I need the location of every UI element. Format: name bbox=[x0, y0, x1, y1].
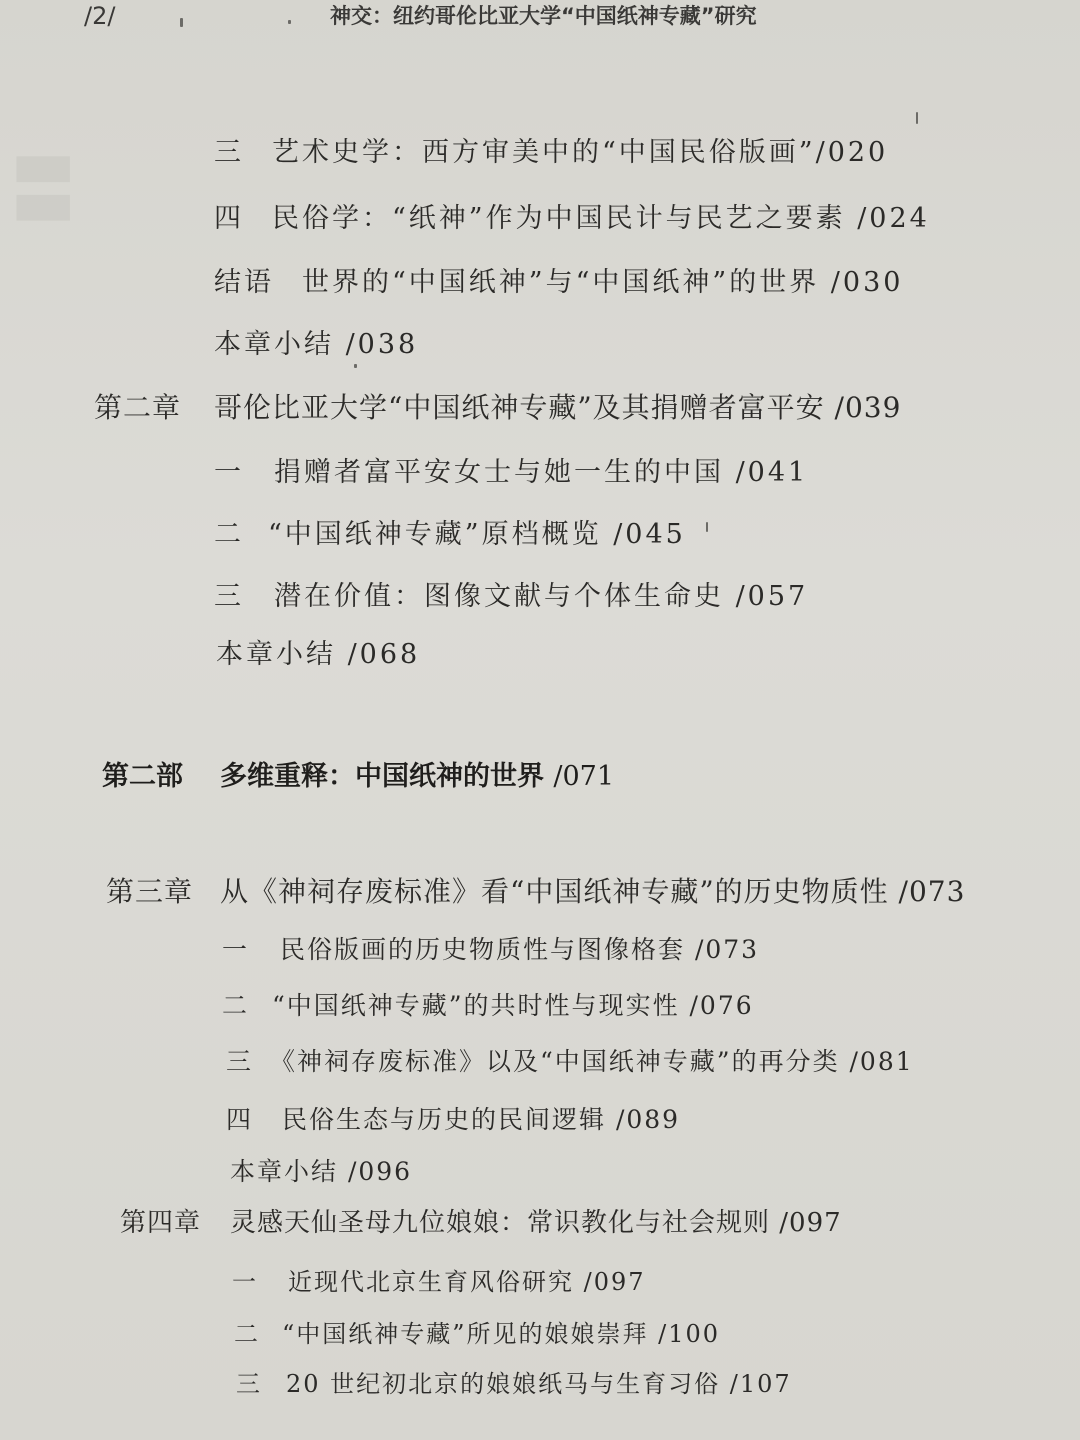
page-number: /2/ bbox=[84, 2, 116, 30]
toc-entry[interactable] bbox=[214, 574, 808, 613]
toc-entry-title: 民俗学：“纸神”作为中国民计与民艺之要素 /024 bbox=[272, 203, 930, 234]
ink-speck bbox=[180, 18, 183, 27]
toc-entry-title: 民俗版画的历史物质性与图像格套 /073 bbox=[280, 935, 760, 964]
toc-chapter-title: 从《神祠存废标准》看“中国纸神专藏”的历史物质性 /073 bbox=[220, 875, 966, 908]
toc-entry[interactable] bbox=[226, 1042, 914, 1078]
toc-chapter-label: 第三章 bbox=[106, 875, 194, 908]
toc-entry[interactable] bbox=[214, 450, 808, 489]
toc-entry[interactable] bbox=[230, 1152, 412, 1188]
toc-part-title: 多维重释：中国纸神的世界 bbox=[220, 761, 544, 792]
toc-entry-title: “中国纸神专藏”原档概览 /045 bbox=[268, 519, 686, 550]
ink-speck bbox=[916, 112, 918, 124]
show-through-mark: ▮▮ bbox=[9, 150, 86, 228]
toc-part-page: /071 bbox=[553, 761, 615, 792]
toc-entry-number: 三 bbox=[214, 137, 244, 168]
toc-entry[interactable] bbox=[236, 1364, 792, 1399]
toc-part-label: 第二部 bbox=[102, 761, 183, 792]
toc-entry[interactable] bbox=[214, 130, 888, 169]
toc-entry-title: 潜在价值：图像文献与个体生命史 /057 bbox=[274, 581, 809, 612]
toc-entry[interactable] bbox=[232, 1262, 646, 1297]
toc-entry[interactable] bbox=[214, 196, 930, 235]
toc-chapter-label: 第四章 bbox=[120, 1208, 202, 1238]
toc-chapter-label: 第二章 bbox=[94, 391, 182, 424]
toc-entry-title: 本章小结 /068 bbox=[216, 639, 421, 670]
toc-entry-title: “中国纸神专藏”所见的娘娘崇拜 /100 bbox=[282, 1320, 721, 1348]
toc-entry-number: 一 bbox=[232, 1268, 258, 1296]
toc-entry-title: 本章小结 /096 bbox=[230, 1157, 413, 1186]
toc-entry[interactable] bbox=[214, 512, 686, 551]
toc-entry[interactable] bbox=[216, 632, 420, 671]
toc-entry-number: 三 bbox=[226, 1047, 254, 1076]
toc-chapter-title: 哥伦比亚大学“中国纸神专藏”及其捐赠者富平安 /039 bbox=[214, 391, 902, 424]
ink-speck bbox=[706, 522, 708, 532]
toc-entry[interactable] bbox=[214, 260, 903, 299]
toc-entry-number: 二 bbox=[222, 991, 250, 1020]
toc-chapter[interactable] bbox=[94, 386, 901, 426]
toc-entry[interactable] bbox=[214, 322, 418, 361]
toc-entry-title: 近现代北京生育风俗研究 /097 bbox=[288, 1268, 646, 1296]
running-title: 神交：纽约哥伦比亚大学“中国纸神专藏”研究 bbox=[330, 4, 757, 28]
toc-entry-number: 四 bbox=[226, 1105, 254, 1134]
toc-entry-title: 捐赠者富平安女士与她一生的中国 /041 bbox=[274, 457, 809, 488]
toc-entry-title: 20 世纪初北京的娘娘纸马与生育习俗 /107 bbox=[286, 1370, 792, 1398]
toc-entry[interactable] bbox=[222, 930, 759, 966]
toc-part[interactable] bbox=[102, 754, 614, 793]
toc-entry[interactable] bbox=[234, 1314, 720, 1349]
ink-speck bbox=[354, 364, 357, 368]
toc-entry-number: 四 bbox=[214, 203, 244, 234]
toc-entry-number: 三 bbox=[214, 581, 244, 612]
toc-entry[interactable] bbox=[222, 986, 754, 1022]
toc-entry-title: 民俗生态与历史的民间逻辑 /089 bbox=[282, 1105, 681, 1134]
toc-chapter[interactable] bbox=[106, 870, 965, 910]
toc-entry-number: 三 bbox=[236, 1370, 262, 1398]
toc-chapter[interactable] bbox=[120, 1202, 842, 1239]
toc-entry-title: 艺术史学：西方审美中的“中国民俗版画”/020 bbox=[272, 137, 889, 168]
toc-entry-number: 二 bbox=[214, 519, 244, 550]
toc-entry-number: 二 bbox=[234, 1320, 260, 1348]
toc-entry-title: “中国纸神专藏”的共时性与现实性 /076 bbox=[272, 991, 754, 1020]
ink-speck bbox=[288, 20, 291, 24]
toc-entry-title: 《神祠存废标准》以及“中国纸神专藏”的再分类 /081 bbox=[270, 1047, 914, 1076]
toc-entry-title: 本章小结 /038 bbox=[214, 329, 419, 360]
toc-entry-number: 结语 bbox=[214, 267, 274, 298]
toc-chapter-title: 灵感天仙圣母九位娘娘：常识教化与社会规则 /097 bbox=[230, 1208, 842, 1238]
toc-entry[interactable] bbox=[226, 1100, 680, 1136]
toc-entry-number: 一 bbox=[214, 457, 244, 488]
toc-entry-title: 世界的“中国纸神”与“中国纸神”的世界 /030 bbox=[302, 267, 904, 298]
toc-entry-number: 一 bbox=[222, 935, 250, 964]
